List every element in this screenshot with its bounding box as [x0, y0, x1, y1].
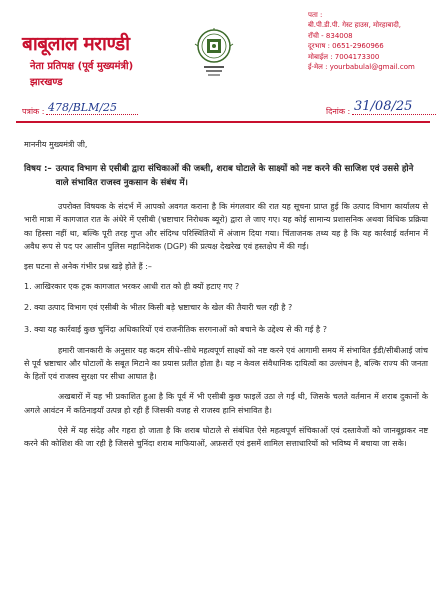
question-item: 1. आखिरकार एक ट्रक कागजात भरकर आधी रात को ही क्यों हटाए गए ?: [24, 282, 240, 292]
paragraph-suspicion: ऐसे में यह संदेह और गहरा हो जाता है कि शराब घोटाले से संबंधित ऐसे महत्वपूर्ण संचिकाओं एवं दस्तावेजों को जानबूझकर नष्ट करने की कोशिश की जा रही है जिससे चुनिंदा शराब माफियाओं, अफ़सरों एवं इसमें शामिल सत्ताधारियों को भविष्य में बचाया जा सके।: [24, 425, 428, 449]
reference-label: पत्रांक :: [22, 107, 45, 116]
address-line: बी.पी.डी.पी. गेस्ट हाउस, मोरहाबादी,: [308, 21, 401, 30]
mobile-line: मोबाईल : 7004173300: [308, 52, 380, 61]
salutation: माननीय मुख्यमंत्री जी,: [24, 140, 88, 149]
sender-state: झारखण्ड: [30, 77, 63, 88]
subject-text: उत्पाद विभाग से एसीबी द्वारा संचिकाओं की जब्ती, शराब घोटाले के साक्ष्यों को नष्ट करने की साजिश एवं उससे होने वाले संभावित राजस्व नुकसान के संबंध में।: [55, 164, 414, 189]
letter-body: [24, 138, 428, 457]
reference-value: 478/BLM/25: [48, 101, 118, 114]
date-underline: [352, 114, 436, 115]
questions-intro: इस घटना से अनेक गंभीर प्रश्न खड़े होते हैं :–: [24, 262, 152, 272]
date-value: 31/08/25: [354, 99, 413, 114]
email-line: ई-मेल : yourbabulal@gmail.com: [308, 63, 415, 72]
question-item: 3. क्या यह कार्रवाई कुछ चुनिंदा अधिकारियों एवं राजनीतिक सरगनाओं को बचाने के उद्देश्य से की गई है ?: [24, 324, 327, 334]
sender-designation: नेता प्रतिपक्ष (पूर्व मुख्यमंत्री): [30, 61, 134, 72]
sender-name: बाबूलाल मराण्डी: [22, 33, 130, 55]
letterhead: [0, 0, 442, 118]
reference-number: [22, 101, 118, 117]
subject-line: [24, 162, 428, 190]
letterhead-divider: [16, 121, 430, 123]
question-item: 2. क्या उत्पाद विभाग एवं एसीबी के भीतर किसी बड़े भ्रष्टाचार के खेल की तैयारी चल रही है ?: [24, 303, 293, 313]
state-emblem-icon: [194, 28, 234, 84]
reference-underline: [46, 114, 138, 115]
address-line: पता :: [308, 11, 323, 19]
sender-address: [308, 10, 440, 72]
phone-line: दूरभाष : 0651-2960966: [308, 42, 384, 51]
paragraph-evidence: हमारी जानकारी के अनुसार यह कदम सीधे–सीधे महत्वपूर्ण साक्ष्यों को नष्ट करने एवं आगामी समय में संभावित ईडी/सीबीआई जांच से पूर्व भ्रष्टाचार और घोटालों के सबूत मिटाने का प्रयास प्रतीत होता है। यह न केवल संवैधानिक दायित्वों का उल्लंघन है, बल्कि राज्य की जनता के हितों एवं राजस्व सुरक्षा पर सीधा आघात है।: [24, 345, 428, 382]
paragraph-news: अखबारों में यह भी प्रकाशित हुआ है कि पूर्व में भी एसीबी कुछ फाइलें उठा ले गई थी, जिसके चलते वर्तमान में शराब दुकानों के अगले आवंटन में कठिनाइयाँ उत्पन्न हो रही हैं जिसकी वजह से राजस्व हानि संभावित है।: [24, 392, 428, 415]
subject-label: विषय :–: [24, 164, 52, 175]
intro-paragraph: उपरोक्त विषयक के संदर्भ में आपको अवगत कराना है कि मंगलवार की रात यह सूचना प्राप्त हुई कि उत्पाद विभाग कार्यालय से भारी मात्रा में कागजात रात के अंधेरे में एसीबी (भ्रष्टाचार निरोधक ब्यूरो) द्वारा ले जाए गए। यह कोई सामान्य प्रशासनिक अथवा विधिक प्रक्रिया का हिस्सा नहीं था, बल्कि पूरी तरह गुप्त और संदिग्ध परिस्थितियों में अंजाम दिया गया। चिंताजनक तथ्य यह है कि यह कार्रवाई वर्तमान में अवैध रूप से पद पर आसीन पुलिस महानिदेशक (DGP) की प्रत्यक्ष देखरेख एवं हस्तक्षेप में की गई।: [24, 202, 428, 251]
date-label: दिनांक :: [326, 107, 351, 116]
address-line: राँची - 834008: [308, 31, 353, 40]
letter-date: [326, 99, 413, 117]
